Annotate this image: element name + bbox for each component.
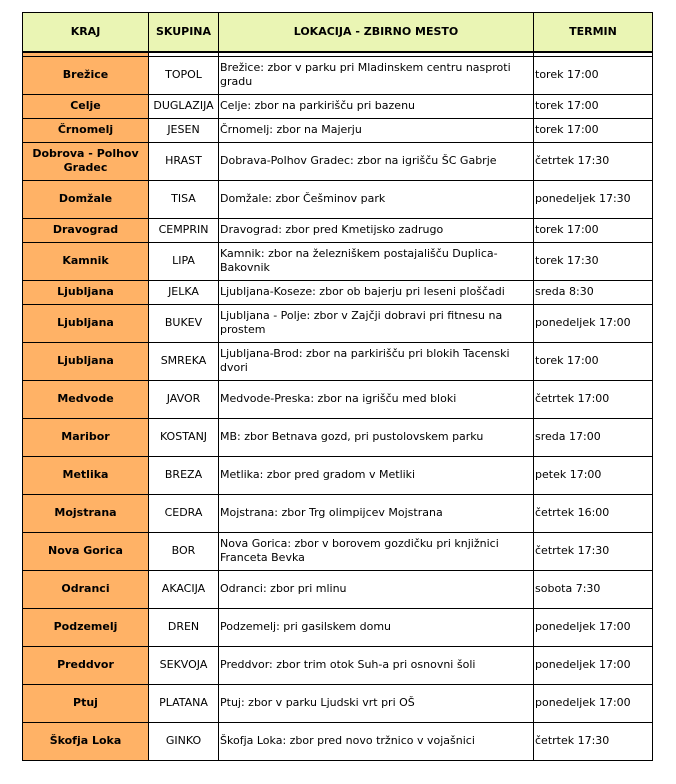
termin-cell: ponedeljek 17:00 (534, 608, 653, 646)
header-row (23, 13, 653, 53)
table-row (23, 418, 653, 456)
lokacija-cell: Odranci: zbor pri mlinu (219, 570, 534, 608)
lokacija-cell: Škofja Loka: zbor pred novo tržnico v vojašnici (219, 722, 534, 760)
skupina-cell: JESEN (149, 118, 219, 142)
lokacija-cell: Ljubljana-Koseze: zbor ob bajerju pri leseni ploščadi (219, 280, 534, 304)
termin-cell: torek 17:00 (534, 56, 653, 94)
lokacija-cell: Dobrava-Polhov Gradec: zbor na igrišču ŠC Gabrje (219, 142, 534, 180)
lokacija-cell: Dravograd: zbor pred Kmetijsko zadrugo (219, 218, 534, 242)
termin-cell: torek 17:30 (534, 242, 653, 280)
lokacija-cell: Celje: zbor na parkirišču pri bazenu (219, 94, 534, 118)
termin-cell: torek 17:00 (534, 118, 653, 142)
schedule-table (22, 12, 653, 761)
table-row (23, 280, 653, 304)
termin-cell: sobota 7:30 (534, 570, 653, 608)
skupina-cell: DUGLAZIJA (149, 94, 219, 118)
kraj-cell: Ptuj (23, 684, 149, 722)
skupina-cell: JELKA (149, 280, 219, 304)
kraj-cell: Nova Gorica (23, 532, 149, 570)
kraj-cell: Kamnik (23, 242, 149, 280)
table-row (23, 532, 653, 570)
termin-cell: torek 17:00 (534, 218, 653, 242)
kraj-cell: Maribor (23, 418, 149, 456)
lokacija-cell: Mojstrana: zbor Trg olimpijcev Mojstrana (219, 494, 534, 532)
termin-cell: sreda 8:30 (534, 280, 653, 304)
header-lokacija: LOKACIJA - ZBIRNO MESTO (219, 13, 534, 53)
skupina-cell: AKACIJA (149, 570, 219, 608)
table-row (23, 242, 653, 280)
termin-cell: četrtek 17:30 (534, 722, 653, 760)
termin-cell: ponedeljek 17:00 (534, 684, 653, 722)
table-row (23, 94, 653, 118)
kraj-cell: Domžale (23, 180, 149, 218)
table-row (23, 608, 653, 646)
lokacija-cell: Medvode-Preska: zbor na igrišču med bloki (219, 380, 534, 418)
termin-cell: torek 17:00 (534, 94, 653, 118)
kraj-cell: Podzemelj (23, 608, 149, 646)
table-row (23, 56, 653, 94)
lokacija-cell: Brežice: zbor v parku pri Mladinskem centru nasproti gradu (219, 56, 534, 94)
lokacija-cell: Domžale: zbor Češminov park (219, 180, 534, 218)
termin-cell: četrtek 17:30 (534, 142, 653, 180)
skupina-cell: CEDRA (149, 494, 219, 532)
skupina-cell: LIPA (149, 242, 219, 280)
kraj-cell: Škofja Loka (23, 722, 149, 760)
lokacija-cell: Preddvor: zbor trim otok Suh-a pri osnovni šoli (219, 646, 534, 684)
skupina-cell: HRAST (149, 142, 219, 180)
table-row (23, 218, 653, 242)
kraj-cell: Brežice (23, 56, 149, 94)
skupina-cell: JAVOR (149, 380, 219, 418)
table-row (23, 118, 653, 142)
termin-cell: torek 17:00 (534, 342, 653, 380)
skupina-cell: BUKEV (149, 304, 219, 342)
lokacija-cell: MB: zbor Betnava gozd, pri pustolovskem parku (219, 418, 534, 456)
kraj-cell: Celje (23, 94, 149, 118)
table-row (23, 456, 653, 494)
kraj-cell: Dobrova - Polhov Gradec (23, 142, 149, 180)
skupina-cell: TISA (149, 180, 219, 218)
kraj-cell: Ljubljana (23, 280, 149, 304)
table-row (23, 142, 653, 180)
header-termin: TERMIN (534, 13, 653, 53)
kraj-cell: Medvode (23, 380, 149, 418)
termin-cell: ponedeljek 17:30 (534, 180, 653, 218)
termin-cell: četrtek 17:30 (534, 532, 653, 570)
table-row (23, 646, 653, 684)
kraj-cell: Odranci (23, 570, 149, 608)
table-row (23, 180, 653, 218)
header-kraj: KRAJ (23, 13, 149, 53)
skupina-cell: BREZA (149, 456, 219, 494)
termin-cell: ponedeljek 17:00 (534, 646, 653, 684)
termin-cell: ponedeljek 17:00 (534, 304, 653, 342)
skupina-cell: DREN (149, 608, 219, 646)
skupina-cell: SMREKA (149, 342, 219, 380)
table-row (23, 494, 653, 532)
lokacija-cell: Metlika: zbor pred gradom v Metliki (219, 456, 534, 494)
lokacija-cell: Nova Gorica: zbor v borovem gozdičku pri knjižnici Franceta Bevka (219, 532, 534, 570)
lokacija-cell: Črnomelj: zbor na Majerju (219, 118, 534, 142)
lokacija-cell: Kamnik: zbor na železniškem postajališču Duplica-Bakovnik (219, 242, 534, 280)
kraj-cell: Mojstrana (23, 494, 149, 532)
table-row (23, 722, 653, 760)
lokacija-cell: Podzemelj: pri gasilskem domu (219, 608, 534, 646)
kraj-cell: Metlika (23, 456, 149, 494)
table-row (23, 684, 653, 722)
table-row (23, 570, 653, 608)
table-row (23, 380, 653, 418)
header-skupina: SKUPINA (149, 13, 219, 53)
table-row (23, 304, 653, 342)
skupina-cell: BOR (149, 532, 219, 570)
kraj-cell: Dravograd (23, 218, 149, 242)
skupina-cell: CEMPRIN (149, 218, 219, 242)
lokacija-cell: Ljubljana-Brod: zbor na parkirišču pri blokih Tacenski dvori (219, 342, 534, 380)
kraj-cell: Ljubljana (23, 342, 149, 380)
kraj-cell: Preddvor (23, 646, 149, 684)
termin-cell: četrtek 17:00 (534, 380, 653, 418)
skupina-cell: GINKO (149, 722, 219, 760)
lokacija-cell: Ljubljana - Polje: zbor v Zajčji dobravi pri fitnesu na prostem (219, 304, 534, 342)
skupina-cell: PLATANA (149, 684, 219, 722)
lokacija-cell: Ptuj: zbor v parku Ljudski vrt pri OŠ (219, 684, 534, 722)
table-row (23, 342, 653, 380)
termin-cell: petek 17:00 (534, 456, 653, 494)
skupina-cell: TOPOL (149, 56, 219, 94)
termin-cell: četrtek 16:00 (534, 494, 653, 532)
skupina-cell: SEKVOJA (149, 646, 219, 684)
kraj-cell: Ljubljana (23, 304, 149, 342)
kraj-cell: Črnomelj (23, 118, 149, 142)
skupina-cell: KOSTANJ (149, 418, 219, 456)
termin-cell: sreda 17:00 (534, 418, 653, 456)
